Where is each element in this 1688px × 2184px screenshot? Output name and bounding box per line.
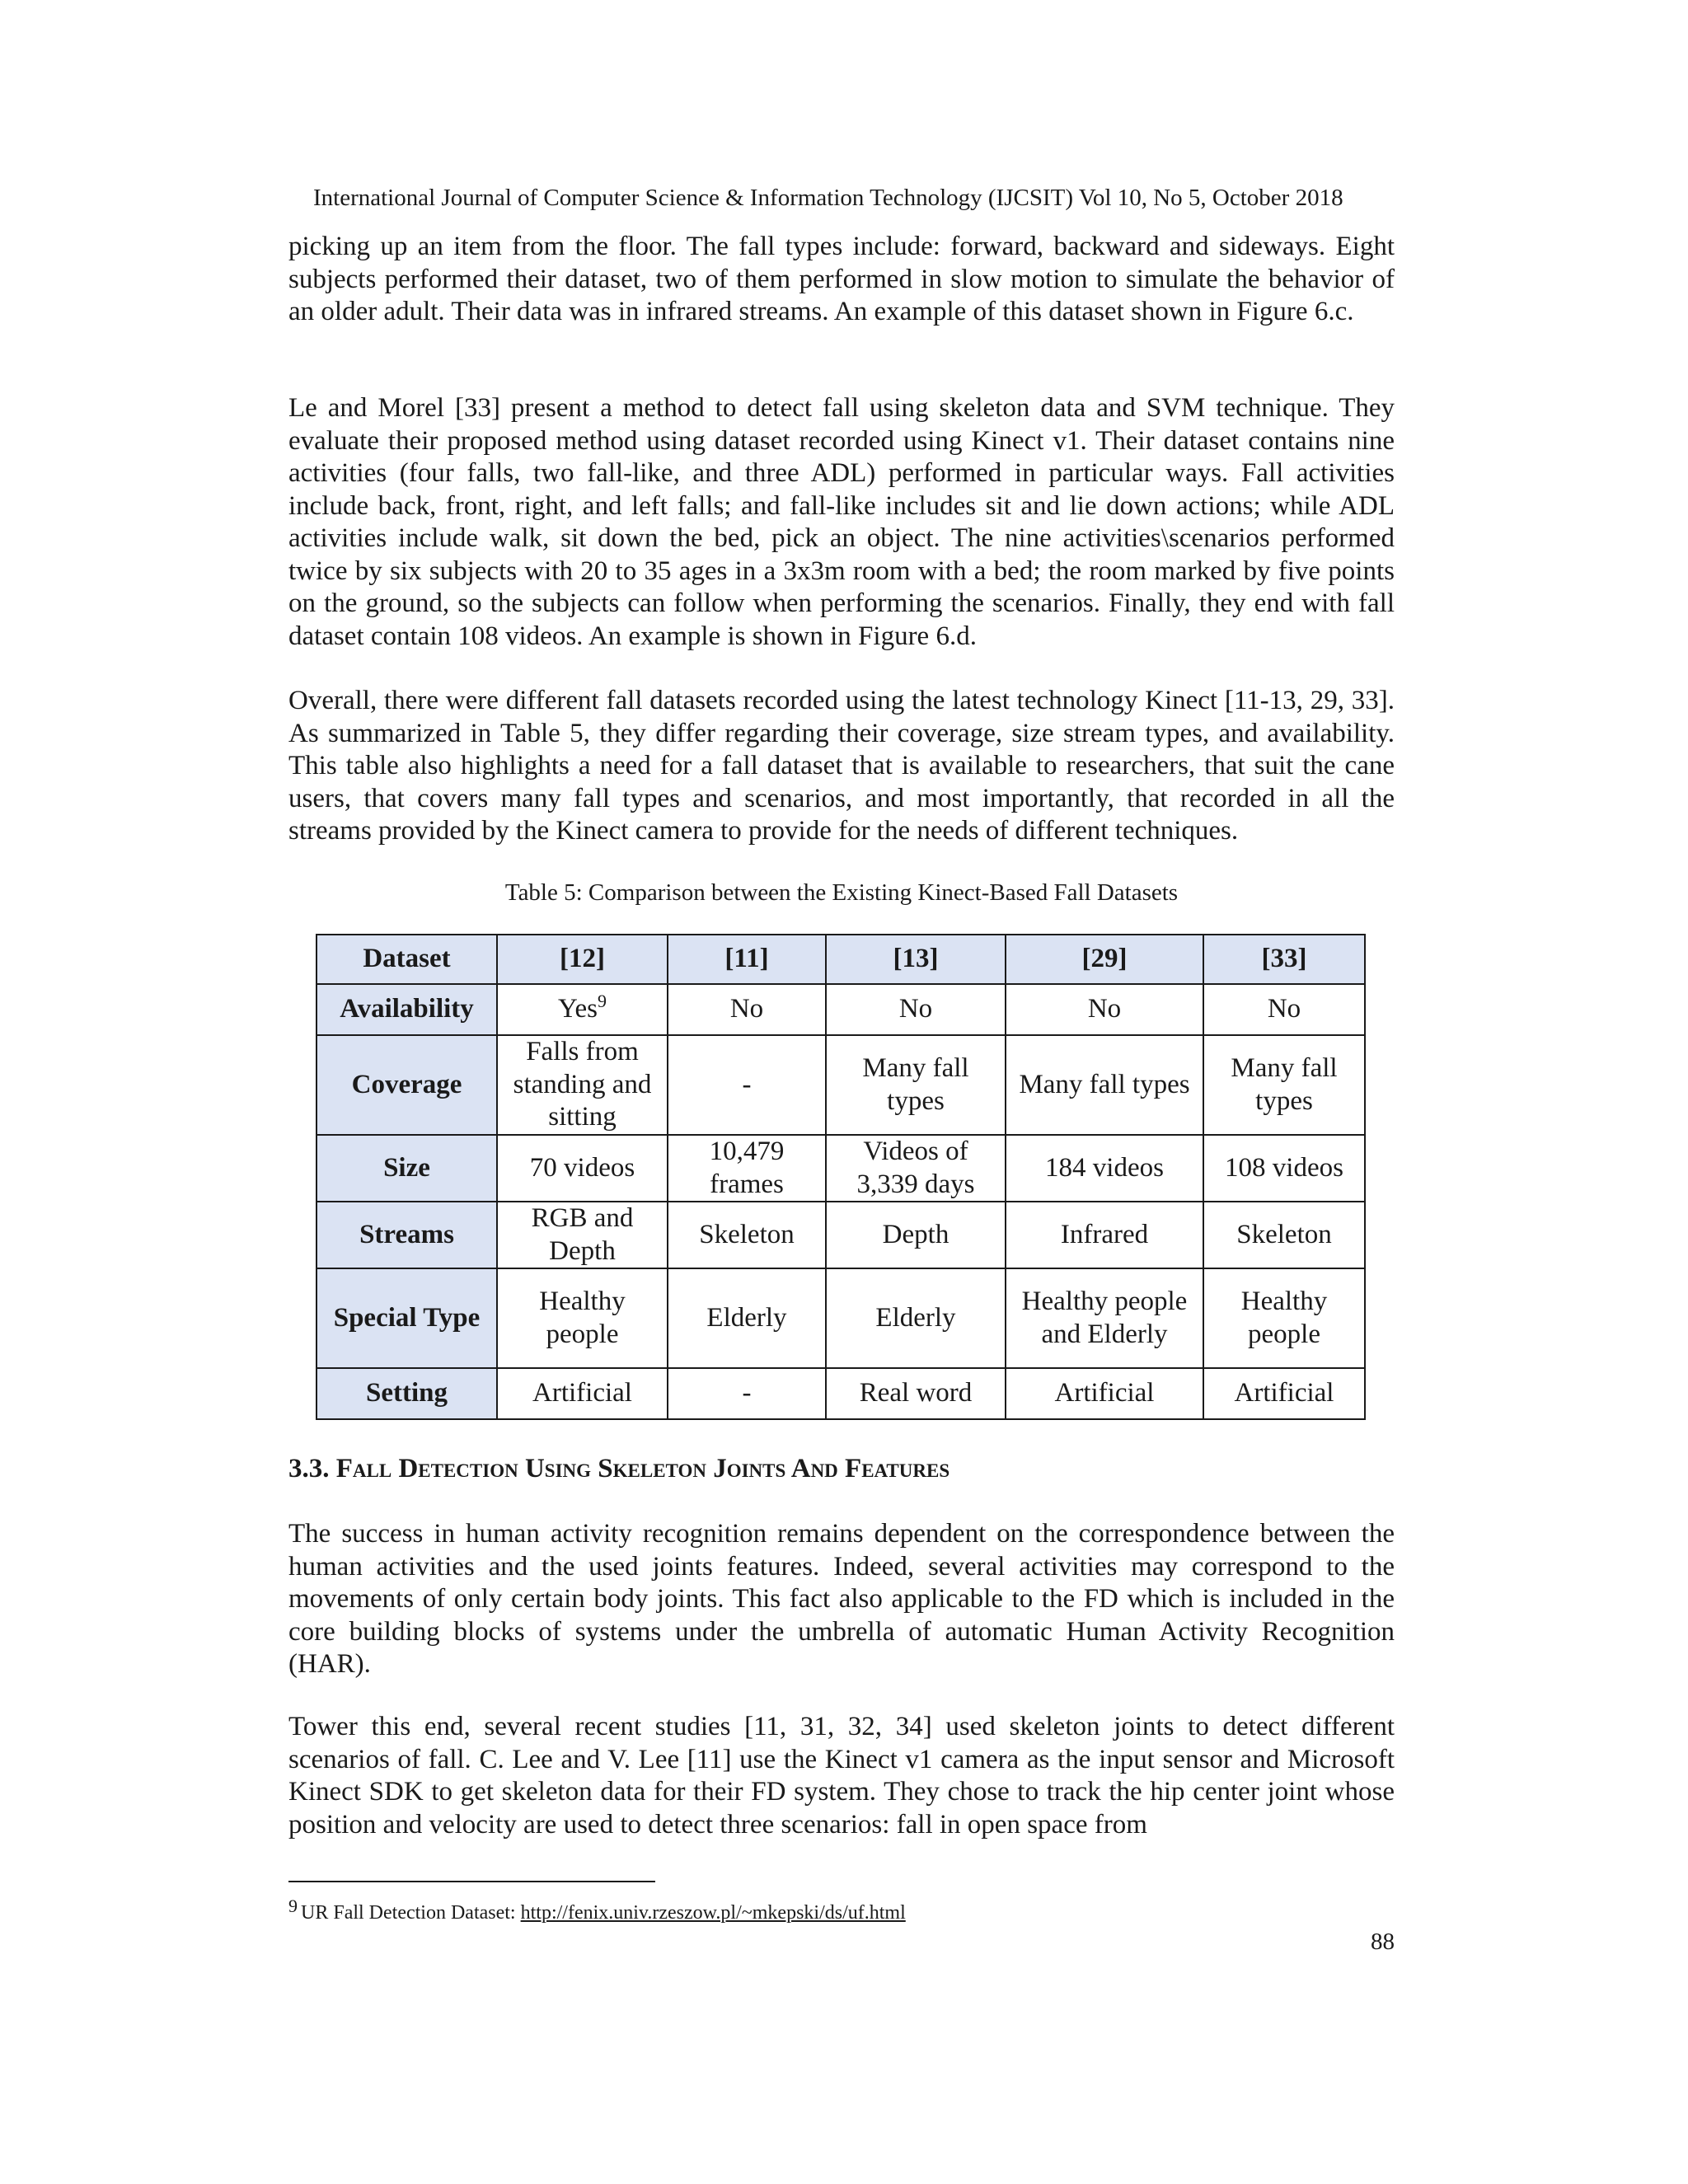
table-cell: No: [826, 984, 1006, 1035]
table-cell: 70 videos: [497, 1135, 668, 1202]
table-caption: Table 5: Comparison between the Existing Kinect-Based Fall Datasets: [504, 879, 1179, 906]
table-cell: No: [1203, 984, 1365, 1035]
page-number: 88: [1371, 1929, 1395, 1955]
table-cell: Falls from standing and sitting: [497, 1035, 668, 1135]
footnote-ref: 9: [598, 991, 607, 1012]
row-header: Streams: [316, 1202, 497, 1268]
footnote-mark: 9: [288, 1896, 298, 1916]
table-cell: Artificial: [497, 1368, 668, 1419]
column-header: [12]: [497, 935, 668, 984]
row-header: Availability: [316, 984, 497, 1035]
table-cell: No: [668, 984, 826, 1035]
footnote-text: UR Fall Detection Dataset:: [301, 1902, 521, 1924]
table-cell: -: [668, 1035, 826, 1135]
paragraph-5: Tower this end, several recent studies [11, 31, 32, 34] used skeleton joints to detect different scenarios of fall. C. Lee and V. Lee [11] use the Kinect v1 camera as the input sensor and Microsoft Kinect SDK to get skeleton data for their FD system. They chose to track the hip center joint whose position and velocity are used to detect three scenarios: fall in open space from: [288, 1712, 1395, 1840]
table-cell: Many fall types: [1203, 1035, 1365, 1135]
table-cell: 184 videos: [1006, 1135, 1203, 1202]
table-cell: Skeleton: [1203, 1202, 1365, 1268]
table-cell: Artificial: [1203, 1368, 1365, 1419]
paragraph-3: Overall, there were different fall datasets recorded using the latest technology Kinect [11-13, 29, 33]. As summarized in Table 5, they differ regarding their coverage, size stream types, and availability. This table also highlights a need for a fall dataset that is available to researchers, that suit the cane users, that covers many fall types and scenarios, and most importantly, that recorded in all the streams provided by the Kinect camera to provide for the needs of different techniques.: [288, 686, 1395, 846]
table-row-streams: [316, 1202, 1365, 1268]
column-header: [29]: [1006, 935, 1203, 984]
footnote-divider: [288, 1881, 655, 1882]
table-cell: Elderly: [826, 1268, 1006, 1368]
table-cell: RGB and Depth: [497, 1202, 668, 1268]
running-header: International Journal of Computer Science & Information Technology (IJCSIT) Vol 10, No 5, October 2018: [313, 185, 1343, 211]
table-cell: Artificial: [1006, 1368, 1203, 1419]
table-cell: Healthy people: [497, 1268, 668, 1368]
footnote: [288, 1894, 906, 1925]
column-header: [13]: [826, 935, 1006, 984]
table-cell: Many fall types: [1006, 1035, 1203, 1135]
paragraph-1: picking up an item from the floor. The fall types include: forward, backward and sideways. Eight subjects performed their dataset, two of them performed in slow motion to simulate the behavior of an older adult. Their data was in infrared streams. An example of this dataset shown in Figure 6.c.: [288, 232, 1395, 326]
table-cell: No: [1006, 984, 1203, 1035]
table-row-special-type: [316, 1268, 1365, 1368]
table-row-coverage: [316, 1035, 1365, 1135]
row-header: Size: [316, 1135, 497, 1202]
paragraph-2: Le and Morel [33] present a method to detect fall using skeleton data and SVM technique. They evaluate their proposed method using dataset recorded using Kinect v1. Their dataset contains nine activities (four falls, two fall-like, and three ADL) performed in particular ways. Fall activities include back, front, right, and left falls; and fall-like includes sit and lie down actions; while ADL activities include walk, sit down the bed, pick an object. The nine activities\scenarios performed twice by six subjects with 20 to 35 ages in a 3x3m room with a bed; the room marked by five points on the ground, so the subjects can follow when performing the scenarios. Finally, they end with fall dataset contain 108 videos. An example is shown in Figure 6.d.: [288, 393, 1395, 651]
table-cell: 10,479 frames: [668, 1135, 826, 1202]
table-cell: 108 videos: [1203, 1135, 1365, 1202]
table-cell: Many fall types: [826, 1035, 1006, 1135]
row-header: Coverage: [316, 1035, 497, 1135]
table-cell: [497, 984, 668, 1035]
table-cell: Depth: [826, 1202, 1006, 1268]
table-row-size: [316, 1135, 1365, 1202]
row-header: Setting: [316, 1368, 497, 1419]
table-header-row: [316, 935, 1365, 984]
column-header: [33]: [1203, 935, 1365, 984]
section-heading: 3.3. Fall Detection Using Skeleton Joints And Features: [288, 1454, 950, 1483]
table-cell: Skeleton: [668, 1202, 826, 1268]
table-cell: Elderly: [668, 1268, 826, 1368]
table-cell: Healthy people: [1203, 1268, 1365, 1368]
table-row-setting: [316, 1368, 1365, 1419]
table-cell: Healthy people and Elderly: [1006, 1268, 1203, 1368]
table-cell: -: [668, 1368, 826, 1419]
table-cell: Infrared: [1006, 1202, 1203, 1268]
comparison-table: [316, 934, 1366, 1420]
table-row-availability: [316, 984, 1365, 1035]
table-cell: Videos of 3,339 days: [826, 1135, 1006, 1202]
column-header: [11]: [668, 935, 826, 984]
row-header: Special Type: [316, 1268, 497, 1368]
paragraph-4: The success in human activity recognition remains dependent on the correspondence between the human activities and the used joints features. Indeed, several activities may correspond to the movements of only certain body joints. This fact also applicable to the FD which is included in the core building blocks of systems under the umbrella of automatic Human Activity Recognition (HAR).: [288, 1519, 1395, 1679]
table-corner-header: Dataset: [316, 935, 497, 984]
table-cell: Real word: [826, 1368, 1006, 1419]
footnote-link[interactable]: http://fenix.univ.rzeszow.pl/~mkepski/ds/uf.html: [520, 1902, 906, 1924]
cell-text: Yes: [557, 994, 598, 1024]
